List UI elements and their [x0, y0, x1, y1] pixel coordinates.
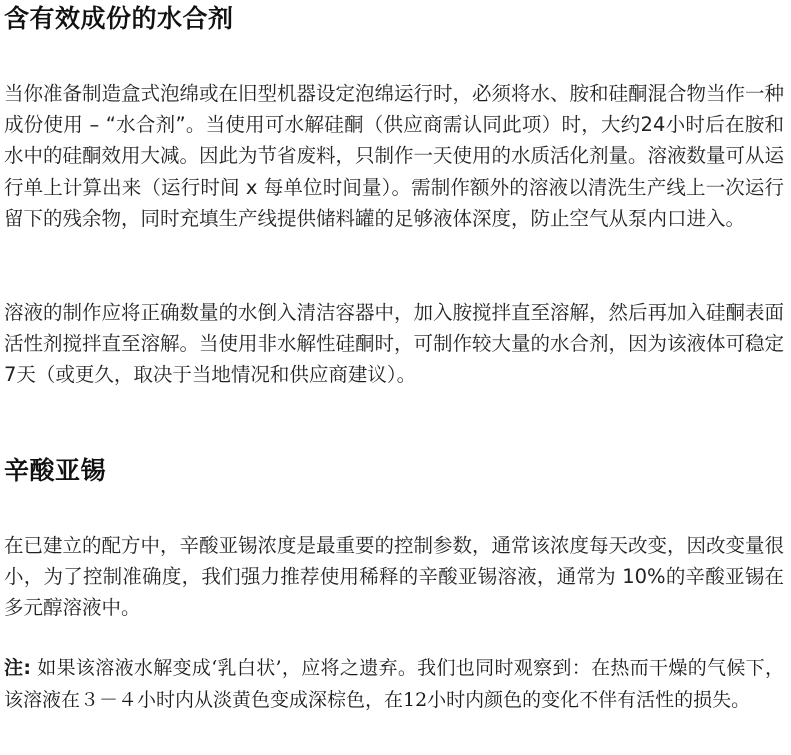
paragraph-hydration-intro: 当你准备制造盒式泡绵或在旧型机器设定泡绵运行时，必须将水、胺和硅酮混合物当作一种成份使用 – “水合剂”。当使用可水解硅酮（供应商需认同此项）时，大约24小时后在胺和水中的硅酮效用大减。因此为节省废料，只制作一天使用的水质活化剂量。溶液数量可从运行单上计算出来（运行时间 x 每单位时间量）。需制作额外的溶液以清洗生产线上一次运行留下的残余物，同时充填生产线提供储料罐的足够液体深度，防止空气从泵内口进入。 [4, 82, 785, 230]
note-text: 如果该溶液水解变成‘乳白状’，应将之遗弃。我们也同时观察到：在热而干燥的气候下，该溶液在３－４小时内从淡黄色变成深棕色，在12小时内颜色的变化不伴有活性的损失。 [4, 657, 784, 711]
paragraph-stannous-octoate: 在已建立的配方中，辛酸亚锡浓度是最重要的控制参数，通常该浓度每天改变，因改变量很小，为了控制准确度，我们强力推荐使用稀释的辛酸亚锡溶液，通常为 10%的辛酸亚锡在多元醇溶液中。 [4, 534, 785, 620]
section-title-stannous-octoate: 辛酸亚锡 [4, 456, 107, 485]
note-label: 注: [4, 657, 31, 679]
section-title-hydration-agent: 含有效成份的水合剂 [4, 4, 234, 33]
paragraph-hydration-preparation: 溶液的制作应将正确数量的水倒入清洁容器中，加入胺搅拌直至溶解，然后再加入硅酮表面活性剂搅拌直至溶解。当使用非水解性硅酮时，可制作较大量的水合剂，因为该液体可稳定7天（或更久，取决于当地情况和供应商建议）。 [4, 301, 785, 387]
note-paragraph [4, 653, 784, 716]
